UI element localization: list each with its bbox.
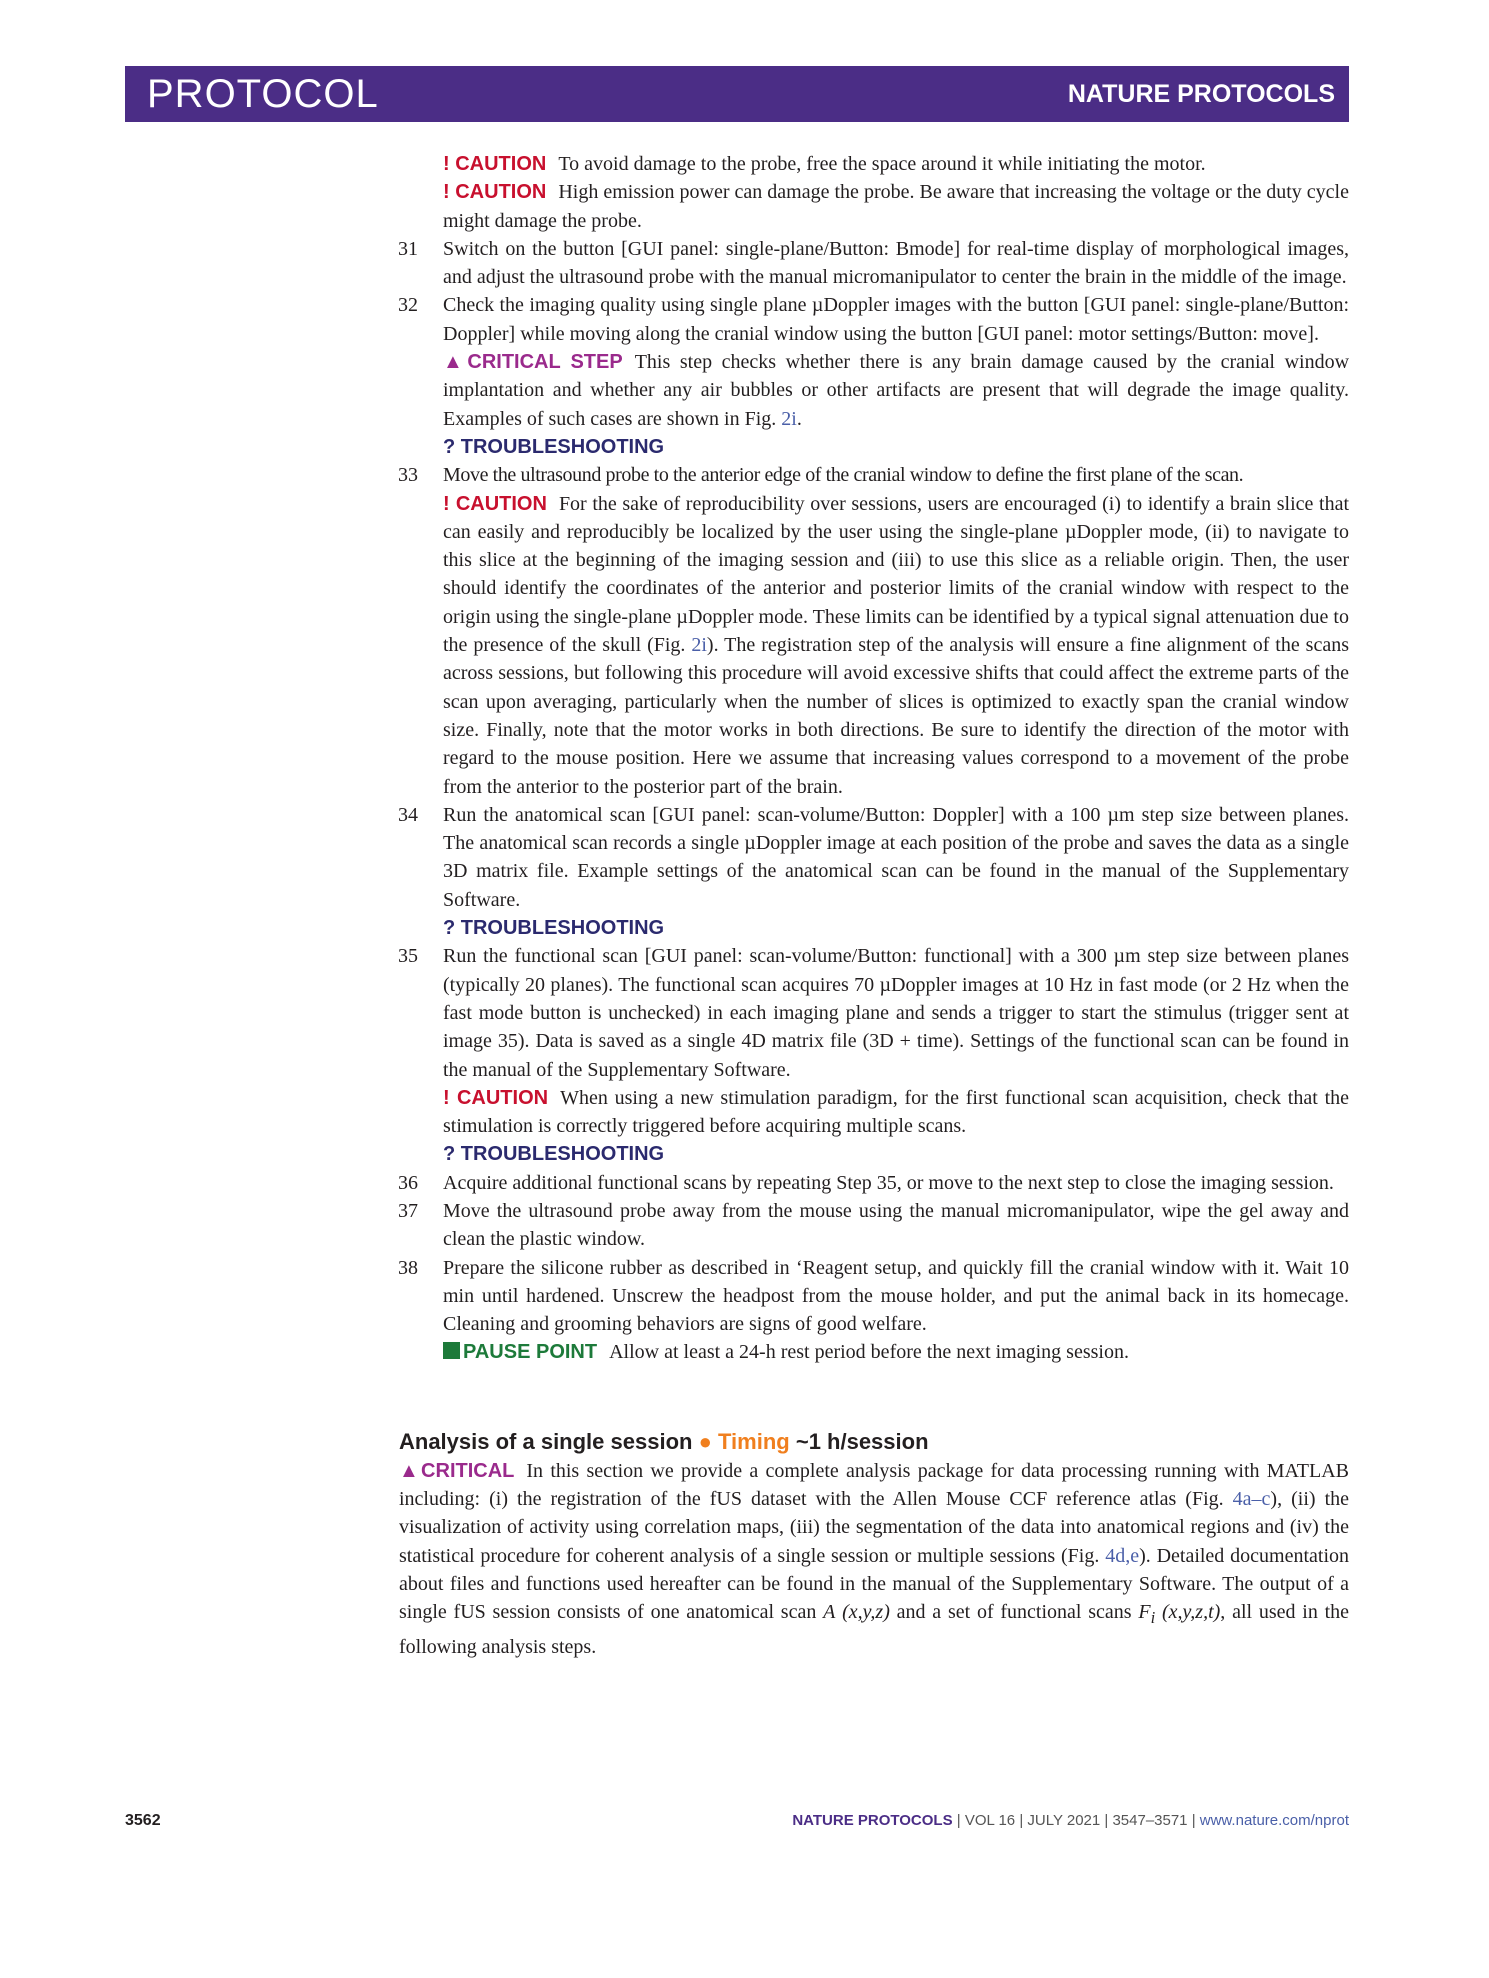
math-args: (x,y,z) — [842, 1601, 890, 1624]
critical-step-tag: ▲CRITICAL STEP — [443, 351, 623, 374]
critical-text: ), (ii) the visualization of activity using correlation maps, (iii) the segmentation of the data into anatomical regions and (iv) the statistical procedure for coherent analysis of a single session or multiple sessions (Fig. — [399, 1488, 1349, 1567]
troubleshooting-note — [443, 914, 1349, 942]
step-35 — [398, 942, 1349, 1083]
figure-link[interactable]: 2i — [781, 407, 797, 430]
caution-text-end: ). The registration step of the analysis will ensure a fine alignment of the scans across sessions, but following this procedure will avoid excessive shifts that could affect the extreme parts of the scan upon averaging, particularly when the number of slices is optimized to exactly span the cranial window size. Finally, note that the motor works in both directions. Be sure to identify the direction of the motor with regard to the mouse position. Here we assume that increasing values correspond to a movement of the probe from the anterior to the posterior part of the brain. — [443, 634, 1349, 798]
step-text: Run the anatomical scan [GUI panel: scan-volume/Button: Doppler] with a 100 µm step size between planes. The anatomical scan records a single µDoppler image at each position of the probe and saves the data as a single 3D matrix file. Example settings of the anatomical scan can be found in the manual of the Supplementary Software. — [443, 803, 1349, 911]
caution-note-3 — [443, 490, 1349, 801]
main-content — [0, 150, 1489, 1661]
caution-tag: ! CAUTION — [443, 1086, 549, 1109]
caution-note-1 — [443, 150, 1349, 178]
caution-tag: ! CAUTION — [443, 153, 547, 175]
critical-text: ). Detailed documentation about files and functions used hereafter can be found in the manual of the Supplementary Software. The output of a single fUS session consists of one anatomical scan — [399, 1544, 1349, 1624]
math-symbol: F — [1138, 1601, 1151, 1624]
pause-point-note — [443, 1338, 1349, 1366]
step-number: 35 — [398, 945, 418, 968]
critical-text-end: . — [796, 407, 802, 430]
step-number: 32 — [398, 294, 418, 317]
troubleshooting-tag: ? TROUBLESHOOTING — [443, 435, 665, 458]
timing-label: Timing — [718, 1428, 790, 1454]
critical-text: This step checks whether there is any brain damage caused by the cranial window implantation and whether any air bubbles or other artifacts are present that will degrade the image quality. Examples of such cases are shown in Fig. — [443, 351, 1350, 430]
step-number: 34 — [398, 803, 418, 826]
footer-url-link[interactable]: www.nature.com/nprot — [1199, 1812, 1349, 1829]
caution-text: High emission power can damage the probe. Be aware that increasing the voltage or the duty cycle might damage the probe. — [443, 181, 1349, 232]
critical-step-note — [443, 348, 1349, 433]
troubleshooting-note — [443, 433, 1349, 461]
troubleshooting-note — [443, 1140, 1349, 1168]
caution-tag: ! CAUTION — [443, 492, 547, 515]
caution-text: When using a new stimulation paradigm, for the first functional scan acquisition, check that the stimulation is correctly triggered before acquiring multiple scans. — [443, 1086, 1349, 1138]
step-text: Switch on the button [GUI panel: single-plane/Button: Bmode] for real-time display of morphological images, and adjust the ultrasound probe with the manual micromanipulator to center the brain in the middle of the image. — [443, 237, 1349, 289]
caution-text: To avoid damage to the probe, free the space around it while initiating the motor. — [558, 153, 1206, 175]
critical-text: In this section we provide a complete analysis package for data processing running with MATLAB including: (i) the registration of the fUS dataset with the Allen Mouse CCF reference atlas (Fig. — [399, 1459, 1349, 1511]
article-type-label: PROTOCOL — [147, 72, 379, 116]
citation — [792, 1812, 1349, 1829]
critical-tag: ▲CRITICAL — [399, 1459, 515, 1482]
pause-point-tag: PAUSE POINT — [463, 1341, 598, 1364]
step-text: Move the ultrasound probe away from the mouse using the manual micromanipulator, wipe the gel away and clean the plastic window. — [443, 1199, 1349, 1251]
journal-name: NATURE PROTOCOLS — [1067, 80, 1335, 108]
math-symbol: A — [823, 1601, 836, 1624]
step-31 — [398, 235, 1349, 292]
step-text: Prepare the silicone rubber as described in ‘Reagent setup, and quickly fill the cranial window with it. Wait 10 min until hardened. Unscrew the headpost from the mouse holder, and put the animal back in its homecage. Cleaning and grooming behaviors are signs of good welfare. — [443, 1256, 1349, 1336]
troubleshooting-tag: ? TROUBLESHOOTING — [443, 917, 665, 940]
footer-journal: NATURE PROTOCOLS — [792, 1812, 953, 1829]
critical-text: , all used in the following analysis steps. — [399, 1601, 1350, 1658]
step-number: 37 — [398, 1199, 418, 1222]
step-text: Move the ultrasound probe to the anterior edge of the cranial window to define the first plane of the scan. — [443, 464, 1244, 487]
step-32 — [398, 291, 1349, 348]
caution-note-4 — [443, 1084, 1349, 1141]
step-number: 31 — [398, 237, 418, 260]
step-36 — [398, 1169, 1349, 1197]
pause-text: Allow at least a 24-h rest period before the next imaging session. — [609, 1341, 1129, 1364]
step-text: Acquire additional functional scans by repeating Step 35, or move to the next step to close the imaging session. — [443, 1171, 1334, 1194]
math-subscript: i — [1150, 1608, 1156, 1628]
figure-link[interactable]: 4a–c — [1232, 1488, 1271, 1511]
section-heading — [399, 1427, 1349, 1457]
step-text: Run the functional scan [GUI panel: scan-volume/Button: functional] with a 300 µm step size between planes (typically 20 planes). The functional scan acquires 70 µDoppler images at 10 Hz in fast mode (or 2 Hz when the fast mode button is unchecked) in each imaging plane and sends a trigger to start the stimulus (trigger sent at image 35). Data is saved as a single 4D matrix file (3D + time). Settings of the functional scan can be found in the manual of the Supplementary Software. — [443, 945, 1349, 1081]
footer-citation: | VOL 16 | JULY 2021 | 3547–3571 | — [952, 1812, 1200, 1829]
step-number: 38 — [398, 1256, 418, 1279]
header-banner — [125, 66, 1349, 122]
caution-text: For the sake of reproducibility over sessions, users are encouraged (i) to identify a brain slice that can easily and reproducibly be localized by the user using the single-plane µDoppler mode, (ii) to navigate to this slice at the beginning of the imaging session and (iii) to use this slice as a reliable origin. Then, the user should identify the coordinates of the anterior and posterior limits of the cranial window with respect to the origin using the single-plane µDoppler mode. These limits can be identified by a typical signal attenuation due to the presence of the skull (Fig. — [443, 492, 1349, 657]
step-33 — [398, 461, 1349, 489]
figure-link[interactable]: 4d,e — [1105, 1544, 1140, 1567]
timing-value: ~1 h/session — [795, 1428, 929, 1454]
step-37 — [398, 1197, 1349, 1254]
step-34 — [398, 801, 1349, 914]
caution-note-2 — [443, 178, 1349, 235]
section-title: Analysis of a single session — [399, 1428, 693, 1454]
page-number: 3562 — [125, 1812, 161, 1829]
critical-text: and a set of functional scans — [889, 1601, 1139, 1624]
step-38 — [398, 1254, 1349, 1339]
math-args: (x,y,z,t) — [1161, 1601, 1221, 1624]
pause-square-icon — [443, 1342, 460, 1359]
analysis-section — [399, 1427, 1349, 1661]
step-number: 33 — [398, 464, 418, 487]
page-footer — [0, 1812, 1489, 1836]
figure-link[interactable]: 2i — [691, 634, 707, 657]
step-number: 36 — [398, 1171, 418, 1194]
section-critical-paragraph — [399, 1457, 1349, 1661]
caution-tag: ! CAUTION — [443, 181, 547, 204]
timing-dot-icon: ● — [698, 1428, 712, 1454]
step-text: Check the imaging quality using single plane µDoppler images with the button [GUI panel: single-plane/Button: Doppler] while moving along the cranial window using the button [GUI panel: motor settings/Button: move]. — [443, 294, 1349, 345]
troubleshooting-tag: ? TROUBLESHOOTING — [443, 1143, 665, 1166]
